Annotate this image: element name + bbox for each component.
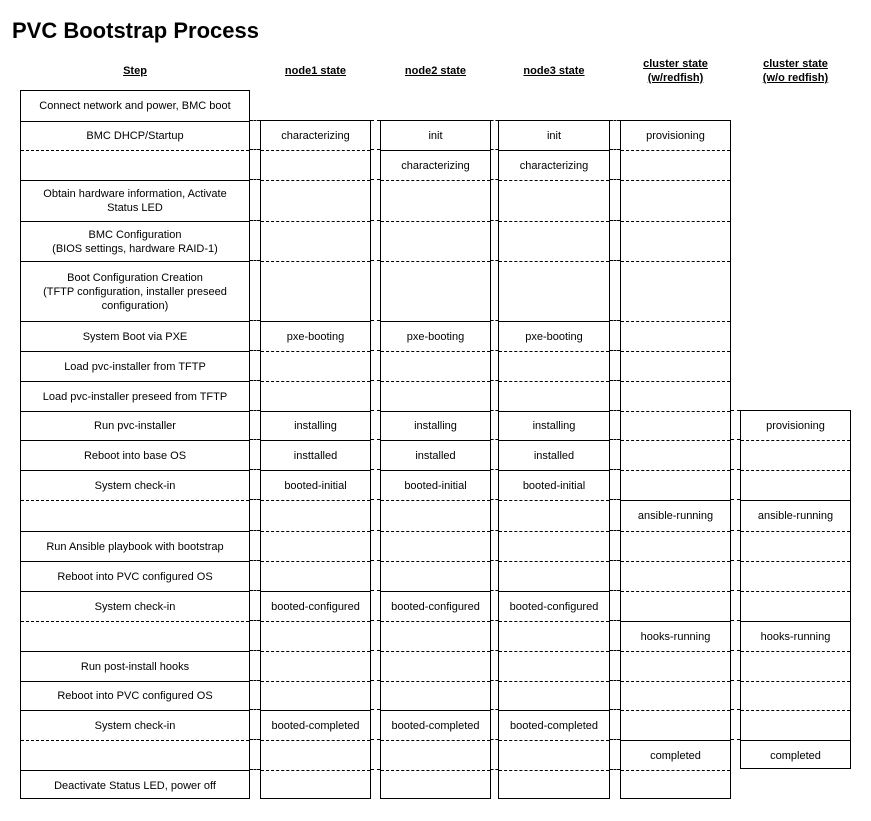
step-cell — [21, 150, 249, 180]
node3-state-cell — [499, 740, 609, 770]
node1-state-cell-text: characterizing — [281, 129, 350, 142]
node2-state-cell — [381, 221, 490, 261]
node3-state-cell — [499, 351, 609, 381]
gap-tick — [371, 620, 380, 621]
step-cell-text: configuration) — [101, 299, 169, 312]
gap-tick — [250, 220, 260, 221]
cluster-state-wo-redfish-cell-text: hooks-running — [760, 630, 831, 643]
step-cell-text: (TFTP configuration, installer preseed — [43, 285, 227, 298]
cluster-state-w-redfish-cell — [621, 351, 730, 381]
node3-state-cell-text: booted-configured — [509, 600, 599, 613]
gap-tick — [371, 149, 380, 150]
cluster-state-w-redfish-cell — [621, 150, 730, 180]
node2-state-cell — [381, 261, 490, 321]
node3-state-cell — [499, 470, 609, 500]
gap-tick — [491, 469, 498, 470]
gap-tick — [371, 709, 380, 710]
gap-tick — [371, 380, 380, 381]
step-column — [20, 90, 250, 799]
node2-state-cell — [381, 561, 490, 591]
step-cell-text: Run Ansible playbook with bootstrap — [46, 540, 224, 553]
cluster-state-wo-redfish-cell — [741, 440, 850, 470]
gap-tick — [610, 709, 620, 710]
step-cell — [21, 681, 249, 710]
cluster-state-wo-redfish-cell — [741, 470, 850, 500]
step-cell-text: Run pvc-installer — [94, 420, 176, 432]
node3-state-cell — [499, 500, 609, 531]
node2-state-cell — [381, 440, 490, 470]
node3-state-cell — [499, 180, 609, 221]
gap-tick — [250, 260, 260, 261]
cluster-state-w-redfish-cell-text: ansible-running — [637, 510, 714, 522]
node1-state-cell-text: booted-configured — [271, 600, 360, 613]
cluster-state-wo-redfish-header — [740, 55, 851, 87]
node2-state-cell — [381, 470, 490, 500]
node3-state-cell — [499, 710, 609, 740]
gap-tick — [371, 530, 380, 531]
gap-tick — [610, 469, 620, 470]
cluster-state-wo-redfish-cell — [741, 740, 850, 769]
cluster-state-w-redfish-cell — [621, 710, 730, 740]
cluster-state-w-redfish-cell — [621, 440, 730, 470]
cluster-state-wo-redfish-cell — [741, 591, 850, 621]
gap-tick — [610, 560, 620, 561]
cluster-state-w-redfish-cell — [621, 121, 730, 150]
gap-tick — [250, 149, 260, 150]
gap-tick — [491, 560, 498, 561]
gap-tick — [731, 410, 740, 411]
step-cell-text: System Boot via PXE — [82, 330, 188, 343]
step-cell-text: Load pvc-installer preseed from TFTP — [42, 390, 228, 403]
node2-state-cell-text: pxe-booting — [406, 330, 465, 343]
gap-tick — [371, 590, 380, 591]
step-cell — [21, 121, 249, 150]
gap-tick — [610, 680, 620, 681]
node3-state-cell — [499, 531, 609, 561]
gap-tick — [610, 320, 620, 321]
step-cell-text: BMC Configuration — [88, 228, 182, 241]
node3-state-cell-text: pxe-booting — [525, 330, 583, 343]
node2-state-cell — [381, 180, 490, 221]
step-cell — [21, 531, 249, 561]
cluster-state-w-redfish-cell — [621, 531, 730, 561]
node2-state-cell — [381, 381, 490, 411]
node2-state-cell-text: booted-configured — [391, 600, 480, 613]
gap-tick — [610, 739, 620, 740]
node3-state-cell — [499, 621, 609, 651]
node1-state-cell — [261, 531, 370, 561]
cluster-state-wo-redfish-cell — [741, 621, 850, 651]
cluster-state-wo-redfish-cell — [741, 681, 850, 710]
gap-tick — [250, 439, 260, 440]
gap-tick — [371, 469, 380, 470]
gap-tick — [250, 680, 260, 681]
gap-tick — [491, 590, 498, 591]
node2-state-cell — [381, 150, 490, 180]
gap-tick — [731, 680, 740, 681]
node1-state-cell — [261, 411, 370, 440]
node3-state-cell-text: booted-initial — [522, 479, 586, 492]
gap-tick — [731, 499, 740, 500]
gap-tick — [610, 439, 620, 440]
node3-state-cell-text: installed — [533, 449, 575, 462]
gap-tick — [610, 380, 620, 381]
gap-tick — [610, 499, 620, 500]
gap-tick — [610, 769, 620, 770]
node1-state-cell — [261, 381, 370, 411]
cluster-state-w-redfish-cell — [621, 261, 730, 321]
node3-state-cell — [499, 770, 609, 799]
node3-state-cell — [499, 561, 609, 591]
cluster-state-wo-redfish-cell-text: provisioning — [766, 419, 825, 432]
cluster-state-w-redfish-cell — [621, 180, 730, 221]
step-cell — [21, 91, 249, 121]
cluster-state-w-redfish-cell — [621, 770, 730, 799]
node3-state-cell — [499, 150, 609, 180]
step-cell-text: Load pvc-installer from TFTP — [64, 360, 206, 373]
node2-state-cell-text: characterizing — [401, 159, 470, 172]
gap-tick — [731, 560, 740, 561]
node3-state-cell — [499, 121, 609, 150]
node2-state-cell — [381, 681, 490, 710]
gap-tick — [491, 120, 498, 121]
gap-tick — [731, 530, 740, 531]
gap-tick — [491, 439, 498, 440]
gap-tick — [491, 149, 498, 150]
gap-tick — [250, 179, 260, 180]
gap-tick — [250, 530, 260, 531]
step-cell-text: System check-in — [94, 600, 176, 613]
gap-tick — [491, 680, 498, 681]
cluster-state-wo-redfish-cell — [741, 531, 850, 561]
cluster-state-wo-redfish-cell — [741, 651, 850, 681]
gap-tick — [491, 530, 498, 531]
step-cell — [21, 180, 249, 221]
node1-state-cell — [261, 221, 370, 261]
gap-tick — [491, 380, 498, 381]
node1-state-cell — [261, 561, 370, 591]
node1-state-cell-text: pxe-booting — [286, 330, 345, 343]
step-cell — [21, 651, 249, 681]
node2-state-cell — [381, 321, 490, 351]
gap-tick — [371, 179, 380, 180]
cluster-state-w-redfish-cell — [621, 651, 730, 681]
node2-state-header — [380, 55, 491, 87]
cluster-state-w-redfish-cell — [621, 621, 730, 651]
node3-state-header-line: node3 state — [523, 65, 585, 77]
gap-tick — [371, 650, 380, 651]
gap-tick — [371, 499, 380, 500]
node3-state-cell-text: booted-completed — [509, 719, 599, 732]
gap-tick — [250, 410, 260, 411]
gap-tick — [610, 590, 620, 591]
step-cell-text: Boot Configuration Creation — [67, 271, 203, 284]
node1-state-cell — [261, 681, 370, 710]
step-cell — [21, 770, 249, 799]
gap-tick — [250, 709, 260, 710]
gap-tick — [371, 120, 380, 121]
node1-state-cell-text: booted-initial — [284, 479, 347, 492]
node1-state-cell — [261, 150, 370, 180]
node3-state-cell — [499, 651, 609, 681]
gap-tick — [610, 179, 620, 180]
gap-tick — [371, 680, 380, 681]
node3-state-cell — [499, 381, 609, 411]
gap-tick — [250, 380, 260, 381]
node2-state-cell — [381, 351, 490, 381]
node2-state-cell — [381, 531, 490, 561]
gap-tick — [491, 709, 498, 710]
cluster-state-w-redfish-cell — [621, 221, 730, 261]
gap-tick — [610, 120, 620, 121]
node1-state-cell — [261, 651, 370, 681]
gap-tick — [371, 439, 380, 440]
node1-state-cell — [261, 770, 370, 799]
gap-tick — [731, 650, 740, 651]
node3-state-cell — [499, 411, 609, 440]
gap-tick — [250, 590, 260, 591]
node2-state-cell-text: init — [428, 129, 443, 142]
gap-tick — [731, 590, 740, 591]
gap-tick — [491, 499, 498, 500]
node2-state-cell — [381, 411, 490, 440]
step-cell-text: Status LED — [107, 202, 163, 214]
node2-state-column — [380, 120, 491, 799]
gap-tick — [610, 350, 620, 351]
node2-state-cell-text: installed — [415, 449, 456, 462]
step-cell-text: System check-in — [94, 479, 176, 492]
cluster-state-w-redfish-cell — [621, 740, 730, 770]
cluster-state-w-redfish-cell — [621, 411, 730, 440]
node1-state-cell — [261, 351, 370, 381]
gap-tick — [610, 410, 620, 411]
gap-tick — [610, 650, 620, 651]
cluster-state-w-redfish-cell — [621, 470, 730, 500]
gap-tick — [610, 149, 620, 150]
gap-tick — [731, 739, 740, 740]
cluster-state-w-redfish-cell-text: completed — [650, 749, 701, 762]
node2-state-cell — [381, 121, 490, 150]
gap-tick — [250, 560, 260, 561]
node3-state-cell — [499, 440, 609, 470]
cluster-state-w-redfish-cell-text: hooks-running — [640, 630, 711, 643]
gap-tick — [250, 650, 260, 651]
node2-state-cell-text: installing — [414, 420, 457, 432]
gap-tick — [371, 739, 380, 740]
step-cell — [21, 351, 249, 381]
step-cell — [21, 621, 249, 651]
node3-state-cell — [499, 261, 609, 321]
gap-tick — [250, 320, 260, 321]
gap-tick — [610, 530, 620, 531]
node2-state-cell — [381, 740, 490, 770]
gap-tick — [371, 560, 380, 561]
step-cell — [21, 261, 249, 321]
gap-tick — [250, 350, 260, 351]
cluster-state-wo-redfish-cell-text: completed — [770, 749, 821, 762]
node2-state-cell — [381, 591, 490, 621]
node1-state-cell — [261, 180, 370, 221]
node1-state-cell — [261, 261, 370, 321]
step-cell — [21, 591, 249, 621]
node1-state-column — [260, 120, 371, 799]
node1-state-cell — [261, 321, 370, 351]
node1-state-cell — [261, 621, 370, 651]
node1-state-cell-text: installing — [294, 420, 337, 432]
node1-state-cell-text: insttalled — [293, 449, 338, 462]
cluster-state-wo-redfish-cell — [741, 710, 850, 740]
step-cell-text: Reboot into PVC configured OS — [57, 570, 213, 583]
node1-state-cell — [261, 121, 370, 150]
cluster-state-w-redfish-cell — [621, 681, 730, 710]
gap-tick — [610, 260, 620, 261]
cluster-state-wo-redfish-cell — [741, 561, 850, 591]
step-cell — [21, 500, 249, 531]
step-cell — [21, 561, 249, 591]
gap-tick — [491, 179, 498, 180]
gap-tick — [491, 350, 498, 351]
node1-state-cell — [261, 470, 370, 500]
step-cell — [21, 710, 249, 740]
step-cell — [21, 440, 249, 470]
node3-state-cell-text: init — [546, 129, 562, 142]
step-cell-text: Connect network and power, BMC boot — [39, 100, 231, 112]
gap-tick — [250, 469, 260, 470]
cluster-state-w-redfish-header-line: cluster state — [643, 58, 708, 70]
cluster-state-wo-redfish-cell — [741, 500, 850, 531]
step-cell-text: (BIOS settings, hardware RAID-1) — [52, 242, 218, 255]
gap-tick — [371, 260, 380, 261]
cluster-state-w-redfish-header — [620, 55, 731, 87]
cluster-state-wo-redfish-cell-text: ansible-running — [757, 510, 834, 522]
node3-state-column — [498, 120, 610, 799]
step-cell-text: Run post-install hooks — [80, 660, 190, 673]
step-cell-text: BMC DHCP/Startup — [86, 130, 184, 142]
gap-tick — [371, 769, 380, 770]
gap-tick — [250, 739, 260, 740]
node1-state-cell — [261, 710, 370, 740]
step-header — [20, 55, 250, 87]
step-cell-text: Reboot into PVC configured OS — [57, 690, 213, 702]
diagram-title: PVC Bootstrap Process — [12, 18, 259, 43]
step-cell-text: System check-in — [94, 719, 176, 732]
step-cell-text: Deactivate Status LED, power off — [54, 779, 216, 792]
node3-state-header — [498, 55, 610, 87]
gap-tick — [491, 620, 498, 621]
node1-state-cell — [261, 500, 370, 531]
cluster-state-w-redfish-column — [620, 120, 731, 799]
node2-state-cell — [381, 770, 490, 799]
node1-state-cell — [261, 740, 370, 770]
cluster-state-w-redfish-cell — [621, 321, 730, 351]
node2-state-cell — [381, 621, 490, 651]
node1-state-header-line: node1 state — [284, 65, 347, 77]
node2-state-cell — [381, 651, 490, 681]
cluster-state-wo-redfish-header-line: (w/o redfish) — [762, 72, 829, 84]
gap-tick — [491, 410, 498, 411]
cluster-state-w-redfish-header-line: (w/redfish) — [647, 72, 704, 84]
node3-state-cell — [499, 221, 609, 261]
node3-state-cell — [499, 321, 609, 351]
gap-tick — [371, 220, 380, 221]
gap-tick — [250, 769, 260, 770]
node2-state-cell-text: booted-completed — [391, 719, 480, 732]
step-cell — [21, 740, 249, 770]
gap-tick — [491, 260, 498, 261]
cluster-state-wo-redfish-header-line: cluster state — [763, 58, 828, 70]
gap-tick — [250, 620, 260, 621]
step-cell — [21, 381, 249, 411]
node3-state-cell — [499, 681, 609, 710]
node1-state-cell-text: booted-completed — [271, 719, 360, 732]
gap-tick — [371, 320, 380, 321]
cluster-state-w-redfish-cell — [621, 381, 730, 411]
cluster-state-w-redfish-cell — [621, 561, 730, 591]
gap-tick — [491, 739, 498, 740]
step-cell-text: Obtain hardware information, Activate — [43, 188, 227, 200]
node3-state-cell — [499, 591, 609, 621]
cluster-state-w-redfish-cell-text: provisioning — [646, 129, 705, 142]
gap-tick — [491, 320, 498, 321]
node2-state-header-line: node2 state — [404, 65, 467, 77]
node1-state-header — [260, 55, 371, 87]
cluster-state-w-redfish-cell — [621, 591, 730, 621]
gap-tick — [731, 469, 740, 470]
gap-tick — [250, 120, 260, 121]
gap-tick — [610, 620, 620, 621]
gap-tick — [731, 620, 740, 621]
node3-state-cell-text: characterizing — [519, 159, 589, 172]
gap-tick — [250, 499, 260, 500]
cluster-state-w-redfish-cell — [621, 500, 730, 531]
gap-tick — [491, 220, 498, 221]
step-cell — [21, 470, 249, 500]
cluster-state-wo-redfish-cell — [741, 411, 850, 440]
gap-tick — [371, 410, 380, 411]
step-header-line: Step — [123, 65, 147, 77]
step-cell — [21, 411, 249, 440]
node1-state-cell — [261, 440, 370, 470]
gap-tick — [491, 769, 498, 770]
node1-state-cell — [261, 591, 370, 621]
gap-tick — [731, 709, 740, 710]
cluster-state-wo-redfish-column — [740, 410, 851, 769]
step-cell-text: Reboot into base OS — [83, 449, 187, 462]
step-cell — [21, 221, 249, 261]
gap-tick — [371, 350, 380, 351]
node3-state-cell-text: installing — [532, 420, 576, 432]
node2-state-cell-text: booted-initial — [404, 479, 467, 492]
node2-state-cell — [381, 500, 490, 531]
gap-tick — [491, 650, 498, 651]
gap-tick — [731, 439, 740, 440]
gap-tick — [610, 220, 620, 221]
step-cell — [21, 321, 249, 351]
node2-state-cell — [381, 710, 490, 740]
